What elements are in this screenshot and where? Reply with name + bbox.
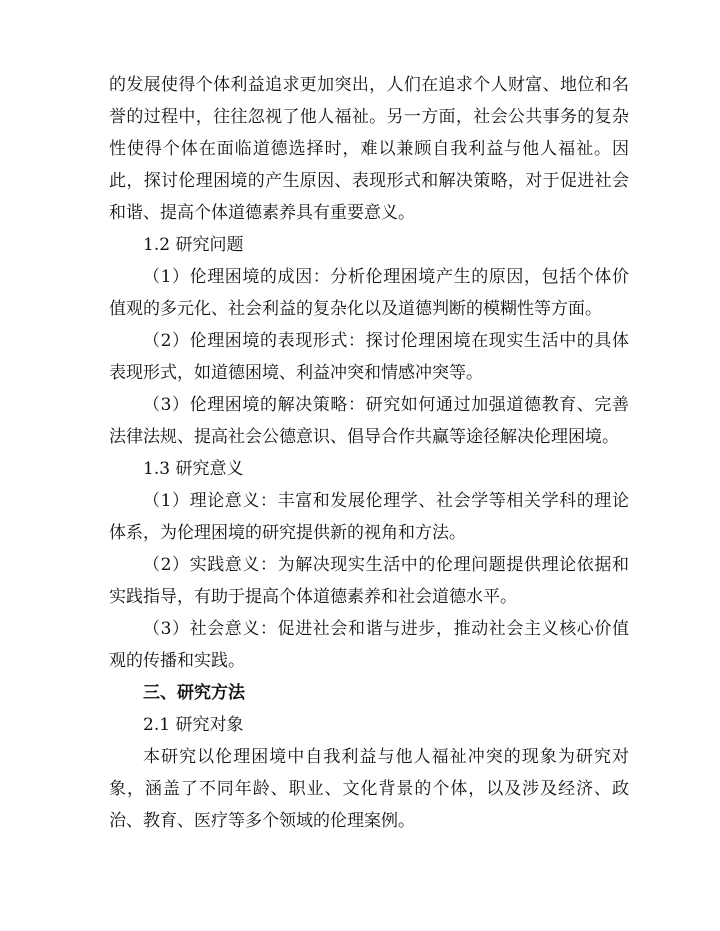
section-1-2-item-3: （3）伦理困境的解决策略：研究如何通过加强道德教育、完善法律法规、提高社会公德意识、倡导合作共赢等途径解决伦理困境。 [109,395,629,447]
section-1-2-item-1: （1）伦理困境的成因：分析伦理困境产生的原因，包括个体价值观的多元化、社会利益的复杂化以及道德判断的模糊性等方面。 [109,267,629,319]
section-3-heading: 三、研究方法 [143,683,245,703]
section-1-3-item-2: （2）实践意义：为解决现实生活中的伦理问题提供理论依据和实践指导，有助于提高个体道德素养和社会道德水平。 [109,555,629,607]
section-2-1-paragraph: 本研究以伦理困境中自我利益与他人福祉冲突的现象为研究对象，涵盖了不同年龄、职业、文化背景的个体，以及涉及经济、政治、教育、医疗等多个领域的伦理案例。 [109,747,629,831]
intro-paragraph: 的发展使得个体利益追求更加突出，人们在追求个人财富、地位和名誉的过程中，往往忽视了他人福祉。另一方面，社会公共事务的复杂性使得个体在面临道德选择时，难以兼顾自我利益与他人福祉。因此，探讨伦理困境的产生原因、表现形式和解决策略，对于促进社会和谐、提高个体道德素养具有重要意义。 [109,75,629,223]
section-1-2-item-2: （2）伦理困境的表现形式：探讨伦理困境在现实生活中的具体表现形式，如道德困境、利益冲突和情感冲突等。 [109,331,629,383]
section-1-3-item-1: （1）理论意义：丰富和发展伦理学、社会学等相关学科的理论体系，为伦理困境的研究提供新的视角和方法。 [109,491,629,543]
section-1-3-heading: 1.3 研究意义 [143,459,244,479]
section-1-3-item-3: （3）社会意义：促进社会和谐与进步，推动社会主义核心价值观的传播和实践。 [109,619,629,671]
section-2-1-heading: 2.1 研究对象 [143,715,244,735]
section-1-2-heading: 1.2 研究问题 [143,235,244,255]
